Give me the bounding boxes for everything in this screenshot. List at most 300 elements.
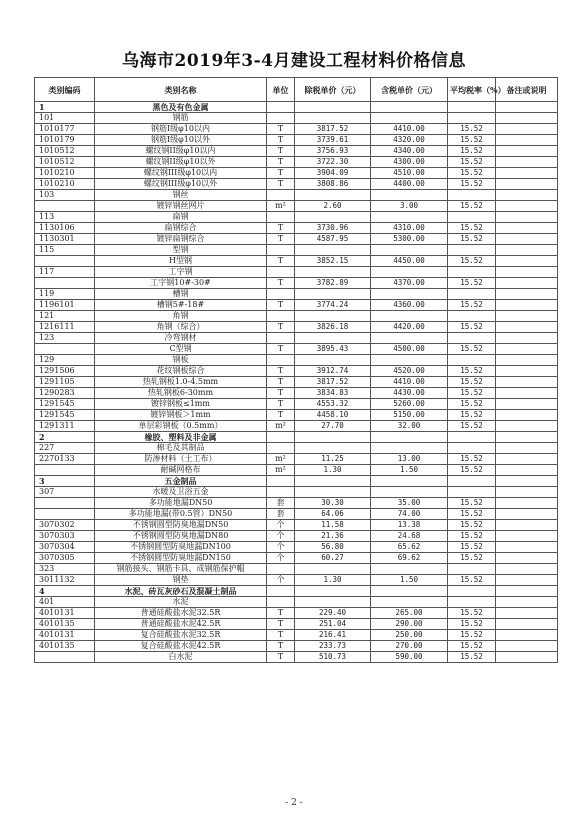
cell-category-code: 1196101 xyxy=(35,300,95,311)
cell-category-code: 121 xyxy=(35,311,95,322)
cell-price-excl-tax: 3774.24 xyxy=(295,300,371,311)
table-row xyxy=(35,652,558,663)
cell-price-excl-tax: 27.70 xyxy=(295,421,371,432)
cell-category-code: 1291506 xyxy=(35,366,95,377)
cell-category-name: 扁钢综合 xyxy=(95,223,267,234)
table-row xyxy=(35,168,558,179)
cell-category-code: 1291545 xyxy=(35,399,95,410)
cell-category-name: 不锈钢圆型防臭地漏DN100 xyxy=(95,542,267,553)
table-row xyxy=(35,256,558,267)
section-row xyxy=(35,432,558,443)
cell-price-incl-tax: 270.00 xyxy=(371,641,448,652)
cell-price-incl-tax: 4410.00 xyxy=(371,124,448,135)
cell-price-excl-tax: 510.73 xyxy=(295,652,371,663)
cell-remarks xyxy=(496,102,558,113)
cell-category-name: 橡胶、塑料及非金属 xyxy=(95,432,267,443)
cell-price-excl-tax: 3808.86 xyxy=(295,179,371,190)
cell-avg-tax-rate xyxy=(448,212,496,223)
cell-category-name: 钢筋I级φ10以外 xyxy=(95,135,267,146)
cell-remarks xyxy=(496,256,558,267)
cell-remarks xyxy=(496,300,558,311)
cell-category-code: 3070302 xyxy=(35,520,95,531)
cell-avg-tax-rate xyxy=(448,102,496,113)
table-row xyxy=(35,608,558,619)
cell-category-code xyxy=(35,344,95,355)
cell-category-name: H型钢 xyxy=(95,256,267,267)
cell-avg-tax-rate xyxy=(448,267,496,278)
cell-remarks xyxy=(496,113,558,124)
cell-avg-tax-rate: 15.52 xyxy=(448,553,496,564)
group-row xyxy=(35,597,558,608)
cell-remarks xyxy=(496,289,558,300)
cell-category-name: 钢筋接头、钢筋卡具、成钢筋保护帽 xyxy=(95,564,267,575)
cell-price-incl-tax: 1.50 xyxy=(371,465,448,476)
table-row xyxy=(35,135,558,146)
cell-unit: T xyxy=(267,388,295,399)
cell-price-incl-tax: 4510.00 xyxy=(371,168,448,179)
cell-category-name: 水泥、砖瓦灰砂石及混凝土制品 xyxy=(95,586,267,597)
cell-avg-tax-rate: 15.52 xyxy=(448,498,496,509)
cell-avg-tax-rate: 15.52 xyxy=(448,575,496,586)
cell-avg-tax-rate: 15.52 xyxy=(448,531,496,542)
cell-avg-tax-rate: 15.52 xyxy=(448,234,496,245)
cell-avg-tax-rate: 15.52 xyxy=(448,509,496,520)
table-row xyxy=(35,223,558,234)
cell-category-code: 4 xyxy=(35,586,95,597)
group-row xyxy=(35,113,558,124)
cell-price-excl-tax: 251.04 xyxy=(295,619,371,630)
cell-avg-tax-rate: 15.52 xyxy=(448,630,496,641)
cell-price-excl-tax: 11.25 xyxy=(295,454,371,465)
cell-category-name: 热轧钢板6-30mm xyxy=(95,388,267,399)
cell-price-incl-tax: 5150.00 xyxy=(371,410,448,421)
group-row xyxy=(35,564,558,575)
cell-category-name: 花纹钢板综合 xyxy=(95,366,267,377)
cell-unit: T xyxy=(267,619,295,630)
cell-price-excl-tax: 3826.18 xyxy=(295,322,371,333)
cell-price-incl-tax: 4320.00 xyxy=(371,135,448,146)
cell-price-excl-tax xyxy=(295,597,371,608)
table-row xyxy=(35,388,558,399)
cell-avg-tax-rate xyxy=(448,245,496,256)
cell-avg-tax-rate: 15.52 xyxy=(448,410,496,421)
cell-remarks xyxy=(496,443,558,454)
cell-avg-tax-rate: 15.52 xyxy=(448,256,496,267)
cell-price-excl-tax: 3782.89 xyxy=(295,278,371,289)
table-row xyxy=(35,234,558,245)
cell-category-code: 1291545 xyxy=(35,410,95,421)
group-row xyxy=(35,311,558,322)
cell-category-code: 115 xyxy=(35,245,95,256)
cell-unit: T xyxy=(267,630,295,641)
section-row xyxy=(35,102,558,113)
cell-unit: T xyxy=(267,366,295,377)
cell-avg-tax-rate xyxy=(448,190,496,201)
cell-price-incl-tax xyxy=(371,102,448,113)
cell-avg-tax-rate xyxy=(448,564,496,575)
cell-remarks xyxy=(496,223,558,234)
cell-price-incl-tax: 4310.00 xyxy=(371,223,448,234)
cell-category-code: 2270133 xyxy=(35,454,95,465)
cell-price-incl-tax xyxy=(371,586,448,597)
cell-category-code: 1290283 xyxy=(35,388,95,399)
cell-category-name: 水泥 xyxy=(95,597,267,608)
cell-price-excl-tax: 21.36 xyxy=(295,531,371,542)
cell-price-incl-tax xyxy=(371,355,448,366)
cell-avg-tax-rate: 15.52 xyxy=(448,366,496,377)
cell-avg-tax-rate: 15.52 xyxy=(448,388,496,399)
cell-category-name: 不锈钢圆型防臭地漏DN150 xyxy=(95,553,267,564)
cell-remarks xyxy=(496,366,558,377)
cell-price-incl-tax: 250.00 xyxy=(371,630,448,641)
cell-category-code: 117 xyxy=(35,267,95,278)
cell-category-name: 复合硅酸盐水泥42.5R xyxy=(95,641,267,652)
cell-price-incl-tax: 4520.00 xyxy=(371,366,448,377)
header-price-incl-tax: 含税单价（元） xyxy=(371,78,448,102)
section-row xyxy=(35,476,558,487)
cell-avg-tax-rate: 15.52 xyxy=(448,344,496,355)
cell-remarks xyxy=(496,520,558,531)
cell-unit xyxy=(267,267,295,278)
cell-category-code: 401 xyxy=(35,597,95,608)
cell-remarks xyxy=(496,608,558,619)
cell-avg-tax-rate: 15.52 xyxy=(448,135,496,146)
cell-unit: 套 xyxy=(267,498,295,509)
table-row xyxy=(35,498,558,509)
cell-unit: T xyxy=(267,135,295,146)
cell-remarks xyxy=(496,157,558,168)
cell-remarks xyxy=(496,179,558,190)
cell-price-excl-tax xyxy=(295,311,371,322)
cell-price-excl-tax: 3904.09 xyxy=(295,168,371,179)
cell-remarks xyxy=(496,234,558,245)
cell-category-code xyxy=(35,256,95,267)
cell-remarks xyxy=(496,278,558,289)
cell-remarks xyxy=(496,476,558,487)
cell-category-name: 钢筋I级φ10以内 xyxy=(95,124,267,135)
table-row xyxy=(35,300,558,311)
cell-unit: T xyxy=(267,410,295,421)
cell-category-code xyxy=(35,509,95,520)
cell-category-name: C型钢 xyxy=(95,344,267,355)
cell-remarks xyxy=(496,135,558,146)
cell-category-name: 镀锌钢板≤1mm xyxy=(95,399,267,410)
cell-avg-tax-rate: 15.52 xyxy=(448,157,496,168)
cell-remarks xyxy=(496,201,558,212)
cell-price-excl-tax: 2.60 xyxy=(295,201,371,212)
cell-price-incl-tax xyxy=(371,564,448,575)
cell-price-excl-tax xyxy=(295,432,371,443)
header-row xyxy=(35,78,558,102)
cell-avg-tax-rate: 15.52 xyxy=(448,465,496,476)
cell-category-code: 2 xyxy=(35,432,95,443)
cell-avg-tax-rate xyxy=(448,289,496,300)
cell-category-code: 1010179 xyxy=(35,135,95,146)
cell-avg-tax-rate: 15.52 xyxy=(448,124,496,135)
cell-remarks xyxy=(496,190,558,201)
cell-remarks xyxy=(496,344,558,355)
cell-remarks xyxy=(496,124,558,135)
cell-unit: T xyxy=(267,344,295,355)
cell-remarks xyxy=(496,432,558,443)
cell-avg-tax-rate: 15.52 xyxy=(448,619,496,630)
cell-price-incl-tax: 69.62 xyxy=(371,553,448,564)
cell-unit xyxy=(267,586,295,597)
cell-unit: T xyxy=(267,168,295,179)
cell-category-code: 101 xyxy=(35,113,95,124)
cell-category-name: 螺纹钢II级φ10以内 xyxy=(95,146,267,157)
cell-category-name: 钢筋 xyxy=(95,113,267,124)
header-price-excl-tax: 除税单价（元） xyxy=(295,78,371,102)
group-row xyxy=(35,355,558,366)
header-category-code: 类别编码 xyxy=(35,78,95,102)
cell-unit: 套 xyxy=(267,509,295,520)
cell-price-incl-tax xyxy=(371,267,448,278)
cell-avg-tax-rate xyxy=(448,443,496,454)
cell-category-name: 镀锌扁钢综合 xyxy=(95,234,267,245)
cell-price-incl-tax: 4400.00 xyxy=(371,179,448,190)
cell-unit: T xyxy=(267,256,295,267)
cell-avg-tax-rate xyxy=(448,487,496,498)
cell-category-code xyxy=(35,652,95,663)
cell-unit: T xyxy=(267,300,295,311)
cell-price-excl-tax xyxy=(295,289,371,300)
cell-price-excl-tax: 1.30 xyxy=(295,575,371,586)
price-table xyxy=(34,77,558,663)
cell-avg-tax-rate: 15.52 xyxy=(448,520,496,531)
cell-price-excl-tax: 30.30 xyxy=(295,498,371,509)
cell-remarks xyxy=(496,553,558,564)
cell-remarks xyxy=(496,498,558,509)
cell-price-excl-tax: 1.30 xyxy=(295,465,371,476)
cell-price-incl-tax xyxy=(371,432,448,443)
cell-category-name: 黑色及有色金属 xyxy=(95,102,267,113)
cell-avg-tax-rate: 15.52 xyxy=(448,421,496,432)
cell-price-excl-tax xyxy=(295,476,371,487)
cell-price-incl-tax xyxy=(371,476,448,487)
cell-price-excl-tax: 64.06 xyxy=(295,509,371,520)
table-row xyxy=(35,278,558,289)
cell-category-name: 镀锌钢板＞1mm xyxy=(95,410,267,421)
cell-category-code: 4010131 xyxy=(35,630,95,641)
cell-price-excl-tax: 3912.74 xyxy=(295,366,371,377)
cell-unit: T xyxy=(267,641,295,652)
cell-price-excl-tax: 3895.43 xyxy=(295,344,371,355)
cell-unit: m² xyxy=(267,201,295,212)
cell-unit: T xyxy=(267,124,295,135)
table-row xyxy=(35,344,558,355)
cell-avg-tax-rate: 15.52 xyxy=(448,201,496,212)
cell-remarks xyxy=(496,454,558,465)
cell-price-excl-tax xyxy=(295,113,371,124)
table-row xyxy=(35,520,558,531)
section-row xyxy=(35,586,558,597)
cell-category-code: 4010135 xyxy=(35,641,95,652)
cell-remarks xyxy=(496,652,558,663)
cell-price-incl-tax xyxy=(371,190,448,201)
page-number: - 2 - xyxy=(285,798,303,808)
table-row xyxy=(35,366,558,377)
cell-unit: T xyxy=(267,608,295,619)
table-row xyxy=(35,641,558,652)
cell-unit xyxy=(267,311,295,322)
cell-category-name: 单层彩钢板（0.5mm） xyxy=(95,421,267,432)
cell-category-code: 119 xyxy=(35,289,95,300)
cell-price-excl-tax: 3739.61 xyxy=(295,135,371,146)
group-row xyxy=(35,289,558,300)
cell-price-excl-tax: 3817.52 xyxy=(295,377,371,388)
group-row xyxy=(35,267,558,278)
cell-category-code: 1010210 xyxy=(35,179,95,190)
cell-price-excl-tax xyxy=(295,586,371,597)
table-row xyxy=(35,575,558,586)
table-row xyxy=(35,509,558,520)
cell-price-excl-tax xyxy=(295,102,371,113)
cell-price-excl-tax: 3852.15 xyxy=(295,256,371,267)
cell-remarks xyxy=(496,245,558,256)
cell-unit xyxy=(267,113,295,124)
cell-price-incl-tax xyxy=(371,311,448,322)
cell-price-incl-tax: 74.00 xyxy=(371,509,448,520)
table-row xyxy=(35,322,558,333)
cell-avg-tax-rate: 15.52 xyxy=(448,652,496,663)
group-row xyxy=(35,333,558,344)
cell-unit: m² xyxy=(267,421,295,432)
cell-category-code: 1130106 xyxy=(35,223,95,234)
table-row xyxy=(35,124,558,135)
cell-unit xyxy=(267,333,295,344)
cell-price-incl-tax: 4370.00 xyxy=(371,278,448,289)
cell-avg-tax-rate xyxy=(448,432,496,443)
cell-remarks xyxy=(496,630,558,641)
cell-category-name: 不锈钢圆型防臭地漏DN80 xyxy=(95,531,267,542)
cell-unit xyxy=(267,355,295,366)
cell-price-excl-tax: 4458.10 xyxy=(295,410,371,421)
cell-price-excl-tax: 3730.96 xyxy=(295,223,371,234)
cell-price-incl-tax: 13.38 xyxy=(371,520,448,531)
cell-category-code: 1010512 xyxy=(35,157,95,168)
cell-price-excl-tax xyxy=(295,487,371,498)
cell-category-code: 1010177 xyxy=(35,124,95,135)
cell-remarks xyxy=(496,564,558,575)
cell-avg-tax-rate: 15.52 xyxy=(448,322,496,333)
cell-remarks xyxy=(496,509,558,520)
cell-remarks xyxy=(496,399,558,410)
cell-price-incl-tax: 35.00 xyxy=(371,498,448,509)
cell-price-excl-tax: 216.41 xyxy=(295,630,371,641)
cell-price-incl-tax xyxy=(371,487,448,498)
cell-price-excl-tax xyxy=(295,355,371,366)
cell-category-name: 复合硅酸盐水泥32.5R xyxy=(95,630,267,641)
cell-category-code: 3070304 xyxy=(35,542,95,553)
cell-unit: 个 xyxy=(267,553,295,564)
cell-avg-tax-rate: 15.52 xyxy=(448,146,496,157)
cell-category-name: 型钢 xyxy=(95,245,267,256)
cell-category-name: 角钢 xyxy=(95,311,267,322)
cell-avg-tax-rate: 15.52 xyxy=(448,454,496,465)
table-row xyxy=(35,421,558,432)
header-unit: 单位 xyxy=(267,78,295,102)
cell-avg-tax-rate: 15.52 xyxy=(448,608,496,619)
cell-price-excl-tax xyxy=(295,212,371,223)
cell-category-code: 3 xyxy=(35,476,95,487)
cell-category-code: 227 xyxy=(35,443,95,454)
cell-avg-tax-rate: 15.52 xyxy=(448,377,496,388)
cell-avg-tax-rate: 15.52 xyxy=(448,399,496,410)
cell-category-code: 129 xyxy=(35,355,95,366)
table-row xyxy=(35,553,558,564)
cell-remarks xyxy=(496,311,558,322)
cell-price-incl-tax xyxy=(371,333,448,344)
cell-remarks xyxy=(496,333,558,344)
cell-remarks xyxy=(496,586,558,597)
cell-price-excl-tax xyxy=(295,564,371,575)
cell-remarks xyxy=(496,168,558,179)
cell-price-excl-tax: 229.40 xyxy=(295,608,371,619)
cell-category-name: 热轧钢板1.0-4.5mm xyxy=(95,377,267,388)
cell-price-incl-tax xyxy=(371,212,448,223)
cell-category-name: 角钢（综合） xyxy=(95,322,267,333)
cell-price-incl-tax: 5300.00 xyxy=(371,234,448,245)
cell-price-incl-tax: 4500.00 xyxy=(371,344,448,355)
cell-category-name: 五金制品 xyxy=(95,476,267,487)
cell-unit xyxy=(267,212,295,223)
cell-category-code xyxy=(35,465,95,476)
cell-remarks xyxy=(496,421,558,432)
cell-category-code: 307 xyxy=(35,487,95,498)
table-row xyxy=(35,542,558,553)
cell-avg-tax-rate: 15.52 xyxy=(448,278,496,289)
cell-price-incl-tax xyxy=(371,113,448,124)
cell-remarks xyxy=(496,410,558,421)
cell-unit: T xyxy=(267,377,295,388)
cell-price-excl-tax: 11.58 xyxy=(295,520,371,531)
cell-price-incl-tax: 24.68 xyxy=(371,531,448,542)
header-category-name: 类别名称 xyxy=(95,78,267,102)
cell-remarks xyxy=(496,355,558,366)
cell-unit: m² xyxy=(267,454,295,465)
cell-remarks xyxy=(496,619,558,630)
group-row xyxy=(35,190,558,201)
cell-remarks xyxy=(496,542,558,553)
cell-avg-tax-rate: 15.52 xyxy=(448,542,496,553)
cell-unit: T xyxy=(267,179,295,190)
cell-unit: T xyxy=(267,146,295,157)
cell-unit: 个 xyxy=(267,575,295,586)
cell-remarks xyxy=(496,267,558,278)
cell-category-code: 1291105 xyxy=(35,377,95,388)
cell-unit xyxy=(267,432,295,443)
cell-category-code: 3011132 xyxy=(35,575,95,586)
cell-category-name: 槽钢 xyxy=(95,289,267,300)
cell-category-code: 1 xyxy=(35,102,95,113)
cell-category-name: 槽钢5#-18# xyxy=(95,300,267,311)
cell-price-incl-tax xyxy=(371,597,448,608)
cell-price-incl-tax: 4430.00 xyxy=(371,388,448,399)
cell-category-name: 螺纹钢III级φ10以外 xyxy=(95,179,267,190)
table-row xyxy=(35,146,558,157)
table-row xyxy=(35,201,558,212)
cell-unit: 个 xyxy=(267,542,295,553)
cell-price-incl-tax xyxy=(371,245,448,256)
group-row xyxy=(35,443,558,454)
cell-category-code xyxy=(35,201,95,212)
cell-remarks xyxy=(496,212,558,223)
cell-category-code xyxy=(35,278,95,289)
cell-price-excl-tax: 233.73 xyxy=(295,641,371,652)
cell-remarks xyxy=(496,388,558,399)
cell-category-name: 多功能地漏(带0.5管）DN50 xyxy=(95,509,267,520)
